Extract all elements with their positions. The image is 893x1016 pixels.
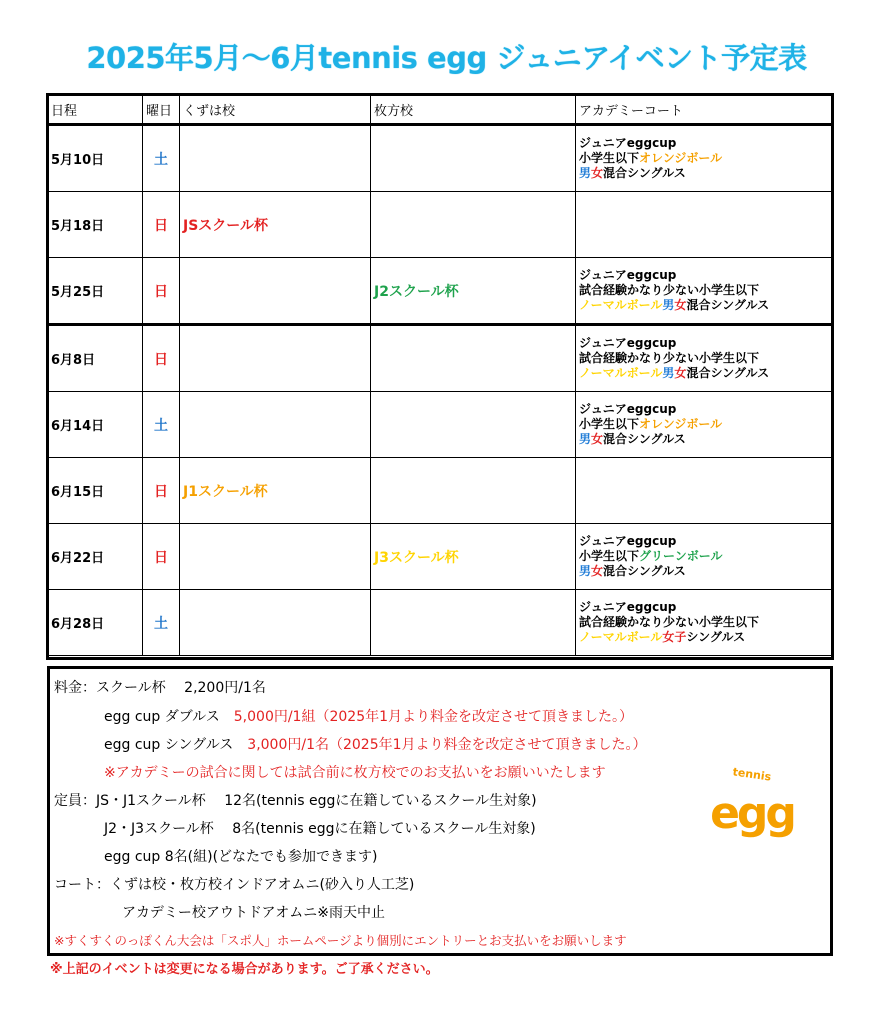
sukusuku-note: ※すくすくのっぽくん大会は「スポ人」ホームページより個別にエントリーとお支払いをお願いします bbox=[54, 933, 627, 948]
table-row bbox=[48, 258, 834, 325]
weekday-cell: 土 bbox=[143, 125, 180, 192]
academy-line-2 bbox=[579, 549, 830, 564]
kuzuha-cell: JSスクール杯 bbox=[180, 192, 371, 258]
fee-amount: 3,000円/1名（2025年1月より料金を改定させて頂きました。） bbox=[247, 737, 647, 753]
court-outdoor: アカデミー校アウトドアオムニ※雨天中止 bbox=[122, 905, 386, 921]
ball-type: ノーマルボール bbox=[579, 630, 663, 644]
weekday-cell: 土 bbox=[143, 392, 180, 458]
footnote: ※上記のイベントは変更になる場合があります。ご了承ください。 bbox=[50, 962, 439, 977]
gender-male: 男 bbox=[579, 432, 592, 446]
hirakata-cell: J2スクール杯 bbox=[371, 258, 576, 325]
academy-text: 混合シングルス bbox=[686, 298, 770, 312]
gender-male: 男 bbox=[662, 298, 675, 312]
fee-label: egg cup ダブルス bbox=[104, 709, 234, 725]
ball-type: ノーマルボール bbox=[579, 298, 663, 312]
kuzuha-cell bbox=[180, 325, 371, 392]
kuzuha-cell: J1スクール杯 bbox=[180, 458, 371, 524]
gender-female: 女 bbox=[591, 564, 604, 578]
academy-line-2 bbox=[579, 417, 830, 432]
ball-type: グリーンボール bbox=[639, 549, 723, 563]
gender-male: 男 bbox=[579, 564, 592, 578]
hirakata-cell bbox=[371, 192, 576, 258]
academy-line-1: ジュニアeggcup bbox=[579, 136, 677, 150]
academy-line-2: 試合経験かなり少ない小学生以下 bbox=[579, 615, 760, 629]
gender-female: 女子 bbox=[662, 630, 687, 644]
date-cell: 6月15日 bbox=[48, 458, 143, 524]
academy-text: シングルス bbox=[686, 630, 746, 644]
table-row bbox=[48, 590, 834, 656]
gender-female: 女 bbox=[674, 366, 687, 380]
academy-text: 小学生以下 bbox=[579, 417, 640, 431]
academy-text: 混合シングルス bbox=[686, 366, 770, 380]
header-weekday: 曜日 bbox=[143, 95, 180, 125]
ball-type: ノーマルボール bbox=[579, 366, 663, 380]
weekday-cell: 日 bbox=[143, 325, 180, 392]
date-cell: 6月14日 bbox=[48, 392, 143, 458]
payment-note: ※アカデミーの試合に関しては試合前に枚方校でのお支払いをお願いいたします bbox=[104, 765, 606, 781]
gender-female: 女 bbox=[591, 432, 604, 446]
academy-text: 混合シングルス bbox=[603, 432, 686, 446]
academy-line-3 bbox=[579, 298, 830, 313]
ball-type: オレンジボール bbox=[639, 417, 723, 431]
table-row bbox=[48, 192, 834, 258]
date-cell: 6月28日 bbox=[48, 590, 143, 656]
academy-line-3 bbox=[579, 366, 830, 381]
academy-line-1: ジュニアeggcup bbox=[579, 268, 677, 282]
fee-egg-cup-singles bbox=[104, 734, 647, 754]
gender-female: 女 bbox=[674, 298, 687, 312]
academy-cell bbox=[576, 524, 834, 590]
kuzuha-cell bbox=[180, 125, 371, 192]
page-title: 2025年5月～6月tennis egg ジュニアイベント予定表 bbox=[86, 41, 807, 75]
tennis-egg-logo bbox=[700, 760, 800, 850]
hirakata-cell bbox=[371, 458, 576, 524]
fee-label: egg cup シングルス bbox=[104, 737, 248, 753]
weekday-cell: 日 bbox=[143, 524, 180, 590]
academy-line-3 bbox=[579, 166, 830, 181]
date-cell: 6月22日 bbox=[48, 524, 143, 590]
academy-line-2 bbox=[579, 151, 830, 166]
header-academy: アカデミーコート bbox=[576, 95, 834, 125]
gender-male: 男 bbox=[579, 166, 592, 180]
academy-cell bbox=[576, 325, 834, 392]
academy-line-2: 試合経験かなり少ない小学生以下 bbox=[579, 283, 760, 297]
header-hirakata: 枚方校 bbox=[371, 95, 576, 125]
fee-amount: 5,000円/1組（2025年1月より料金を改定させて頂きました。） bbox=[233, 709, 634, 725]
academy-line-1: ジュニアeggcup bbox=[579, 534, 677, 548]
hirakata-cell bbox=[371, 125, 576, 192]
ball-type: オレンジボール bbox=[639, 151, 723, 165]
header-kuzuha: くずは校 bbox=[180, 95, 371, 125]
academy-line-1: ジュニアeggcup bbox=[579, 336, 677, 350]
weekday-cell: 日 bbox=[143, 192, 180, 258]
table-row bbox=[48, 458, 834, 524]
weekday-cell: 土 bbox=[143, 590, 180, 656]
academy-text: 小学生以下 bbox=[579, 151, 640, 165]
gender-male: 男 bbox=[662, 366, 675, 380]
hirakata-cell bbox=[371, 325, 576, 392]
date-cell: 5月10日 bbox=[48, 125, 143, 192]
academy-text: 混合シングルス bbox=[603, 564, 686, 578]
logo-text-egg: egg bbox=[710, 788, 794, 839]
court-indoor: コート：くずは校・枚方校インドアオムニ(砂入り人工芝) bbox=[54, 877, 415, 893]
academy-cell bbox=[576, 590, 834, 656]
table-header-row bbox=[48, 95, 834, 125]
weekday-cell: 日 bbox=[143, 458, 180, 524]
kuzuha-cell bbox=[180, 524, 371, 590]
table-row bbox=[48, 524, 834, 590]
capacity-js-j1: 定員：JS・J1スクール杯 12名(tennis eggに在籍しているスクール生対象) bbox=[54, 793, 537, 809]
schedule-table bbox=[47, 94, 834, 656]
fee-egg-cup-doubles bbox=[104, 706, 633, 726]
logo-text-tennis: tennis bbox=[731, 765, 772, 784]
table-row bbox=[48, 392, 834, 458]
hirakata-cell bbox=[371, 590, 576, 656]
hirakata-cell bbox=[371, 392, 576, 458]
capacity-j2-j3: J2・J3スクール杯 8名(tennis eggに在籍しているスクール生対象) bbox=[104, 821, 536, 837]
capacity-egg-cup: egg cup 8名(組)(どなたでも参加できます) bbox=[104, 849, 378, 865]
academy-cell bbox=[576, 192, 834, 258]
academy-cell bbox=[576, 125, 834, 192]
date-cell: 6月8日 bbox=[48, 325, 143, 392]
academy-cell bbox=[576, 392, 834, 458]
kuzuha-cell bbox=[180, 590, 371, 656]
academy-cell bbox=[576, 258, 834, 325]
academy-line-3 bbox=[579, 564, 830, 579]
date-cell: 5月25日 bbox=[48, 258, 143, 325]
kuzuha-cell bbox=[180, 258, 371, 325]
academy-text: 混合シングルス bbox=[603, 166, 686, 180]
kuzuha-cell bbox=[180, 392, 371, 458]
academy-line-3 bbox=[579, 432, 830, 447]
academy-cell bbox=[576, 458, 834, 524]
academy-line-3 bbox=[579, 630, 830, 645]
table-row bbox=[48, 125, 834, 192]
weekday-cell: 日 bbox=[143, 258, 180, 325]
hirakata-cell: J3スクール杯 bbox=[371, 524, 576, 590]
academy-text: 小学生以下 bbox=[579, 549, 640, 563]
academy-line-1: ジュニアeggcup bbox=[579, 402, 677, 416]
academy-line-2: 試合経験かなり少ない小学生以下 bbox=[579, 351, 760, 365]
academy-line-1: ジュニアeggcup bbox=[579, 600, 677, 614]
table-row bbox=[48, 325, 834, 392]
header-date: 日程 bbox=[48, 95, 143, 125]
date-cell: 5月18日 bbox=[48, 192, 143, 258]
gender-female: 女 bbox=[591, 166, 604, 180]
fee-school-cup: 料金：スクール杯 2,200円/1名 bbox=[54, 680, 266, 696]
